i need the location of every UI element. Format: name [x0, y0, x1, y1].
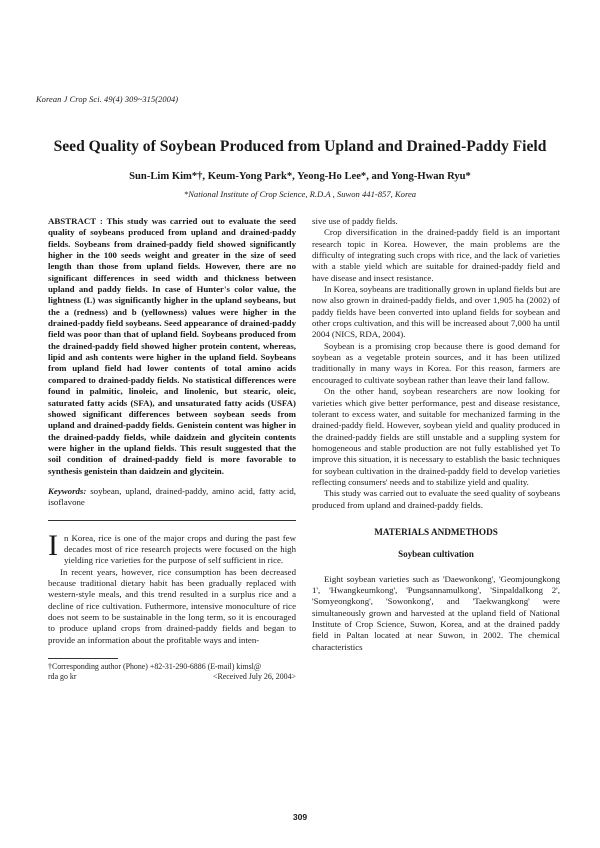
right-paragraph-1: Crop diversification in the drained-paddy field is an important research topic in Korea. However, the main problems are the difficulty of integrating such crops with rice, and the lack of varieties with a stable yield which are suitable for drained-paddy field and have disease and insect resistance. [312, 227, 560, 283]
abstract-text: This study was carried out to evaluate the seed quality of soybeans produced from upland and drained-paddy fields. Soybeans from drained-paddy field showed significantly higher in the 100 seeds weight and greater in the size of seed length than those from upland fields. However, there are no significant differences in seed width and thickness between upland and paddy fields. In case of Hunter's color value, the lightness (L) was significantly higher in the upland soybeans, but the a (redness) and b (yellowness) values were higher in the drained-paddy field soybeans. Seed appearance of drained-paddy field was poor than that of upland field. Soybeans produced from the drained-paddy field showed higher protein content, whereas, lipid and ash contents were higher in the upland field. Soybeans from upland field had lower contents of total amino acids compared to drained-paddy fields. No statistical differences were found in palmitic, linoleic, and linolenic, but stearic, oleic, saturated fatty acids (SFA), and unsaturated fatty acids (USFA) showed significant differences between soybean seeds from upland and drained-paddy fields. Genistein content was higher in the drained-paddy fields, while daidzein and glycitein contents were higher in the upland fields. This result suggested that the soil condition of drained-paddy field is more favorable to synthesis genistein than daidzein and glycitein. [48, 216, 296, 476]
intro-paragraph-2: In recent years, however, rice consumption has been decreased because traditional dietary habit has been gradually replaced with western-style meals, and this trend resulted in a surplus rice and a decline of rice cultivation. Futhermore, intensive monoculture of rice does not seem to be sustainable in the long term, so it is encouraged to produce upland crops from drained-paddy fields and began to provide an information about the profitable ways and inten- [48, 566, 296, 645]
footnote-email-cont: rda go kr [48, 672, 77, 682]
received-date: <Received July 26, 2004> [213, 672, 296, 682]
section-divider [48, 520, 296, 521]
right-column [312, 216, 560, 653]
journal-citation: Korean J Crop Sci. 49(4) 309~315(2004) [36, 95, 179, 104]
abstract-label: ABSTRACT : [48, 216, 103, 226]
intro-text-1: n Korea, rice is one of the major crops and during the past few decades most of rice research projects were focused on the high yielding rice varieties for the purpose of self sufficient in rice. [64, 532, 296, 566]
left-column [48, 216, 296, 682]
right-paragraph-2: In Korea, soybeans are traditionally grown in upland fields but are now also grown in drained-paddy fields, and over 1,905 ha (2002) of paddy fields have been converted into upland fields for soybean and other crops cultivation, and this will be increased about 7,000 ha until 2004 (NICS, RDA, 2004). [312, 284, 560, 340]
right-paragraph-3: Soybean is a promising crop because there is good demand for soybean as a vegetable protein sources, and it has been utilized traditionally in many ways in Korea. For this reason, farmers are encouraged to cultivate soybean rather than leave their land fallow. [312, 340, 560, 385]
abstract [48, 216, 296, 477]
section-heading: MATERIALS ANDMETHODS [374, 526, 498, 537]
affiliation: *National Institute of Crop Science, R.D.A , Suwon 441-857, Korea [183, 189, 417, 199]
keywords [48, 486, 296, 509]
author-list: Sun-Lim Kim*†, Keum-Yong Park*, Yeong-Ho Lee*, and Yong-Hwan Ryu* [129, 171, 471, 182]
keywords-label: Keywords: [48, 485, 87, 496]
footnote-divider [48, 658, 118, 659]
subsection-heading: Soybean cultivation [398, 549, 474, 560]
right-paragraph-6: Eight soybean varieties such as 'Daewonkong', 'Geomjoungkong 1', 'Hwangkeumkong', 'Pungsannamulkong', 'Sinpaldalkong 2', 'Somyeongkong', 'Sowonkong', and 'Taekwangkong' were simultaneously grown and harvested at the upland field of National Institute of Crop Science, Suwon, Korea, and at the drained paddy field in Paltan located at near Suwon, in 2002. The chemical characteristics [312, 573, 560, 652]
page-number: 309 [292, 812, 308, 822]
footnote-corresponding: †Corresponding author (Phone) +82-31-290-6886 (E-mail) kimsl@ [48, 662, 262, 672]
paper-title: Seed Quality of Soybean Produced from Upland and Drained-Paddy Field [53, 138, 547, 155]
keywords-text: soybean, upland, drained-paddy, amino acid, fatty acid, isoflavone [48, 485, 296, 508]
right-paragraph-4: On the other hand, soybean researchers are now looking for varieties which give better performance, pest and disease resistance, tolerant to excess water, and suitable for mechanized farming in the drained-paddy field. However, soybean yield and quality produced in the drained-paddy fields are still unstable and a suppling system for homogeneous and stable production are not fully established yet To improve this situation, it is necessary to establish the basic techniques for soybean cultivation in the drained-paddy field to develop varieties reflecting consumers' needs and to stabilize yield and quality. [312, 386, 560, 487]
right-paragraph-0: sive use of paddy fields. [312, 216, 398, 226]
footnote [48, 662, 296, 682]
right-paragraph-5: This study was carried out to evaluate the seed quality of soybeans produced from upland and drained-paddy fields. [312, 488, 561, 510]
intro-paragraph-1 [48, 528, 296, 567]
drop-cap: I [48, 528, 58, 562]
